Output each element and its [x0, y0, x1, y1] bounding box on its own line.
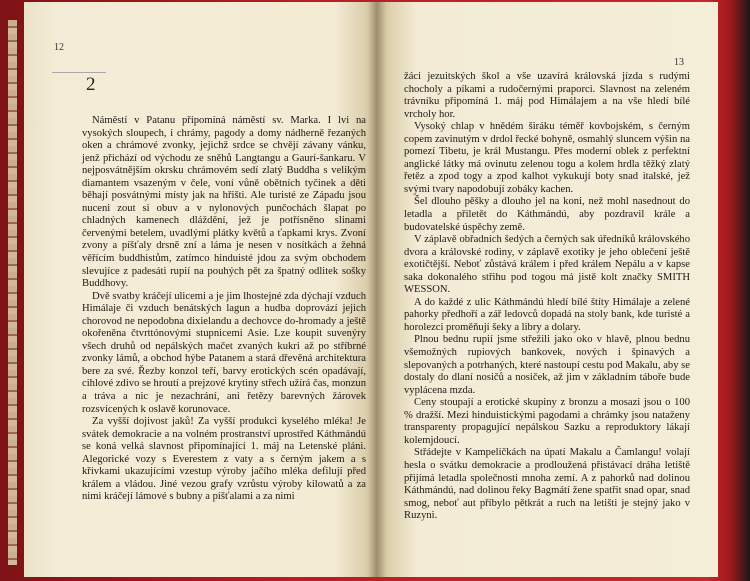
paragraph: žáci jezuitských škol a vše uzavírá královská jízda s rudými chocholy a píkami a rudočernými praporci. Slavnost na zeleném trávníku připomíná 1. máj pod Himálajem a na vše hledí bílé vrcholy hor. — [404, 71, 690, 120]
paragraph: Za vyšší dojivost jaků! Za vyšší produkci kyselého mléka! Je svátek demokracie a na volném prostranství uprostřed Káthmándú se koná velká slavnost připomínající 1. máj na Letenské pláni. Alegorické vozy s Everestem z vaty a s černým jakem a s křivkami ukazujícími vzestup výroby jačího mléka defilují před králem a vládou. Jiné vezou grafy vzrůstu výroby kilowatů a za nimi kráčejí lámové s bubny a píšťalami a za nimi — [82, 416, 366, 503]
page-edges — [8, 20, 17, 565]
paragraph: Střádejte v Kampeličkách na úpatí Makalu a Čamlangu! volají hesla o svátku demokracie a prodloužená přistávací dráha letiště přijímá letadla společnosti mnoha zemí. A z pahorků nad dolinou Káthmándú, nad dolinou řeky Bagmátí žene spatřit snad opar, snad smog, neboť aut přibylo pětkrát a ruch na letišti je stejný jako v Ruzyni. — [404, 447, 690, 522]
paragraph: Náměstí v Patanu připomíná náměstí sv. Marka. I lvi na vysokých sloupech, i chrámy, pagody a domy nádherně řezaných oken a chrámové zvonky, jejichž srdce se chvějí závany vánku, jenž přichází od východu ze sněhů Langtangu a Gaurí-šankaru. V nejposvátnějším okrsku chrámovém sedí zlatý Buddha s velikým diamantem vsazeným v čele, voní vůně obětních tyčinek a děti běhají posvátnými místy jak na hřišti. Ale turisté ze Západu jsou nuceni zout si obuv a v nylonových punčochách šlapat po chladných kamenech dláždění, jež je potřísněno slinami červenými betelem, uvadlými plátky květů a ťapkami krys. Zvoní zvony a píšťaly drsně zní a láma je nesen v nosítkách a žehná věřícím buddhistům, zatímco hinduisté jdou za svým obchodem slevujíce z padesáti rupií na pouhých pět za špatný odlitek sošky Buddhovy. — [82, 115, 366, 290]
paragraph: Vysoký chlap v hnědém širáku téměř kovbojském, s černým copem zavinutým v drdol řecké bohyně, osmahlý sluncem výšin na pomezí Tibetu, je král Mustangu. Přes moderní oblek z perfektní anglické látky má ovinutu zelenou togu a kolem hrdla těžký zlatý řetěz a zpod togy a zpod kalhot vykukují boty snad italské, jež svými tvary napodobují zobáky kachen. — [404, 121, 690, 195]
paragraph: Šel dlouho pěšky a dlouho jel na koni, než mohl nasednout do letadla a přiletět do Káthmándú, aby pozdravil krále a budovatelské úspěchy země. — [404, 196, 690, 233]
page-number: 12 — [54, 42, 64, 53]
chapter-number: 2 — [86, 74, 96, 95]
paragraph: A do každé z ulic Káthmándú hledí bílé štíty Himálaje a zelené pahorky předhoří a zář ledovců dopadá na stoly bank, kde turisté a horolezci proměňují šeky a libry a dolary. — [404, 296, 690, 333]
left-page — [24, 2, 376, 577]
paragraph: V záplavě obřadních šedých a černých sak úředníků královského dvora a královské rodiny, v záplavě exotiky je jeho oblečení ještě exotičtější. Neboť zůstává králem i před králem Nepálu a v kapse saka dokonalého střihu pod togou má jistě kolt značky SMITH WESSON. — [404, 234, 690, 296]
body-text — [404, 71, 690, 523]
body-text — [82, 115, 366, 504]
divider — [52, 72, 106, 73]
book-gutter — [368, 2, 386, 577]
page-number: 13 — [674, 57, 684, 68]
paragraph: Dvě svatby kráčejí ulicemi a je jim lhostejné zda dýchají vzduch Himálaje či vzduch benátských lagun a hudba doprovází jejich chorovod ne nepodobna dixielandu a dechovce do-hromady a ještě okořeněna čtvrttónovými stupnicemi Asie. Lze koupit suvenýry všech druhů od nepálských mačet zvaných kukri až po stříbrné zvonky lámů, a obchod hýbe Patanem a stará dřevěná architektura bere za své. Řezby konzol teří, barvy erotických scén opadávají, cihlové zdivo se hroutí a prejzové krytiny střech užírá čas, monzun a tráva a nic je nezachrání, ani řetězy barevných žárovek rozsvícených k oslavě korunovace. — [82, 290, 366, 415]
paragraph: Ceny stoupají a erotické skupiny z bronzu a mosazi jsou o 100 % dražší. Mezi hinduistickými pagodami a chrámky jsou nataženy transparenty propagující nepálskou Sazku a reproduktory lákají kolemjdoucí. — [404, 397, 690, 446]
paragraph: Plnou bednu rupií jsme střežili jako oko v hlavě, plnou bednu všemožných rupiových bankovek, nových i špinavých a slepovaných a potrhaných, které nastoupí cestu pod Makalu, aby se dostaly do dlaní nosičů a nosiček, až jim v základním táboře bude vyplácena mzda. — [404, 334, 690, 396]
right-page — [376, 2, 718, 577]
